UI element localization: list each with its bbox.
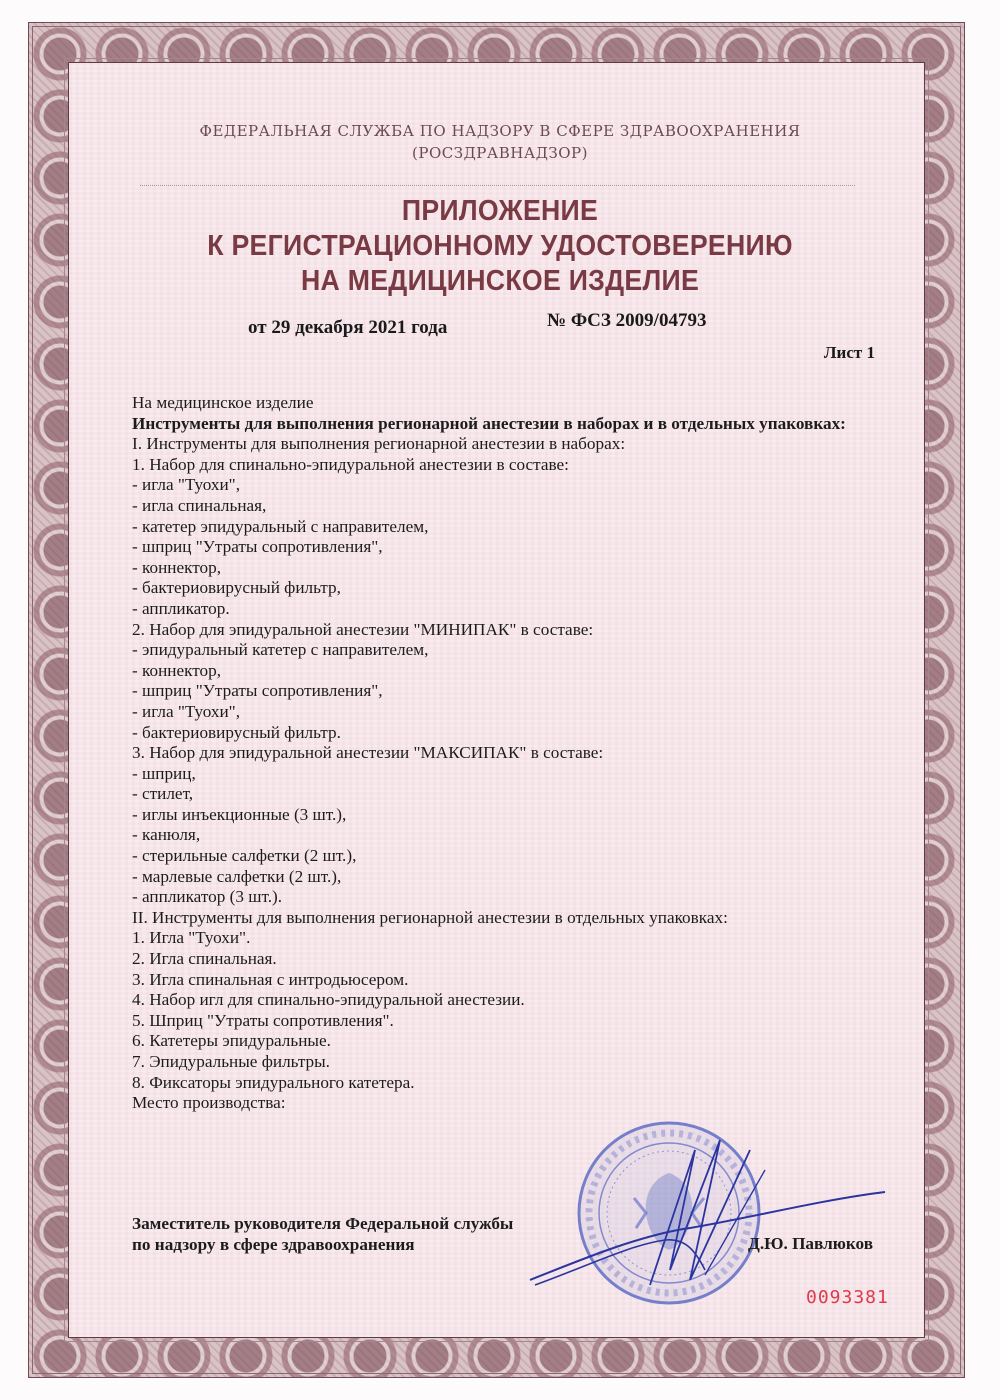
agency-name: ФЕДЕРАЛЬНАЯ СЛУЖБА ПО НАДЗОРУ В СФЕРЕ ЗДРАВООХРАНЕНИЯ — [199, 122, 801, 140]
list-item: 2. Игла спинальная. — [132, 949, 277, 969]
list-item: - шприц "Утраты сопротивления", — [132, 681, 383, 701]
list-item: 2. Набор для эпидуральной анестезии "МИНИПАК" в составе: — [132, 619, 594, 639]
list-item: 7. Эпидуральные фильтры. — [132, 1052, 330, 1071]
list-item: - аппликатор. — [132, 598, 230, 618]
list-item: 5. Шприц "Утраты сопротивления". — [132, 1010, 394, 1030]
list-item: II. Инструменты для выполнения регионарной анестезии в отдельных упаковках: — [132, 907, 728, 927]
list-item: 3. Набор для эпидуральной анестезии "МАКСИПАК" в составе: — [132, 743, 604, 763]
list-item: - шприц, — [132, 763, 196, 783]
list-item: 4. Набор игл для спинально-эпидуральной анестезии. — [132, 990, 525, 1010]
header-divider — [140, 185, 855, 186]
intro-text: На медицинское изделие — [132, 393, 314, 412]
list-item: - игла "Туохи", — [132, 475, 240, 495]
list-item: - аппликатор (3 шт.). — [132, 887, 283, 907]
signer-name: Д.Ю. Павлюков — [748, 1234, 873, 1253]
product-name: Инструменты для выполнения регионарной анестезии в наборах и в отдельных упаковках: — [132, 413, 846, 433]
list-item: - игла спинальная, — [132, 495, 267, 515]
list-item: 1. Игла "Туохи". — [132, 928, 251, 948]
list-item: - стерильные салфетки (2 шт.), — [132, 846, 357, 866]
list-item: - бактериовирусный фильтр, — [132, 578, 341, 598]
position-line1: Заместитель руководителя Федеральной службы — [132, 1214, 514, 1233]
list-item: - иглы инъекционные (3 шт.), — [132, 804, 347, 824]
list-item: - эпидуральный катетер с направителем, — [132, 640, 429, 660]
position-line2: по надзору в сфере здравоохранения — [132, 1235, 415, 1254]
list-item: Место производства: — [132, 1093, 286, 1113]
list-item: 8. Фиксаторы эпидурального катетера. — [132, 1072, 415, 1092]
document-title-line1: ПРИЛОЖЕНИЕ — [401, 195, 599, 227]
list-item: - бактериовирусный фильтр. — [132, 722, 341, 742]
document-body — [132, 393, 892, 1114]
list-item: - коннектор, — [132, 660, 222, 680]
list-item: - канюля, — [132, 825, 201, 845]
document-title-line3: НА МЕДИЦИНСКОЕ ИЗДЕЛИЕ — [300, 265, 700, 297]
list-item: I. Инструменты для выполнения регионарной анестезии в наборах: — [132, 434, 626, 454]
issue-date: от 29 декабря 2021 года — [248, 317, 448, 338]
serial-number: 0093381 — [806, 1287, 889, 1308]
list-item: - коннектор, — [132, 557, 222, 577]
list-item: 1. Набор для спинально-эпидуральной анестезии в составе: — [132, 454, 569, 474]
list-item: - марлевые салфетки (2 шт.), — [132, 866, 342, 886]
signatory-position — [132, 1213, 513, 1255]
list-item: 3. Игла спинальная с интродьюсером. — [132, 969, 409, 989]
list-item: 6. Катетеры эпидуральные. — [132, 1031, 331, 1051]
component-list — [132, 434, 892, 1114]
document-title-line2: К РЕГИСТРАЦИОННОМУ УДОСТОВЕРЕНИЮ — [207, 230, 793, 262]
list-item: - катетер эпидуральный с направителем, — [132, 516, 429, 536]
registration-number: № ФСЗ 2009/04793 — [547, 310, 707, 331]
sheet-number: Лист 1 — [823, 343, 875, 362]
list-item: - шприц "Утраты сопротивления", — [132, 537, 383, 557]
agency-abbreviation: (РОСЗДРАВНАДЗОР) — [412, 144, 588, 162]
list-item: - игла "Туохи", — [132, 701, 240, 721]
handwritten-signature — [520, 1110, 890, 1310]
list-item: - стилет, — [132, 784, 194, 804]
